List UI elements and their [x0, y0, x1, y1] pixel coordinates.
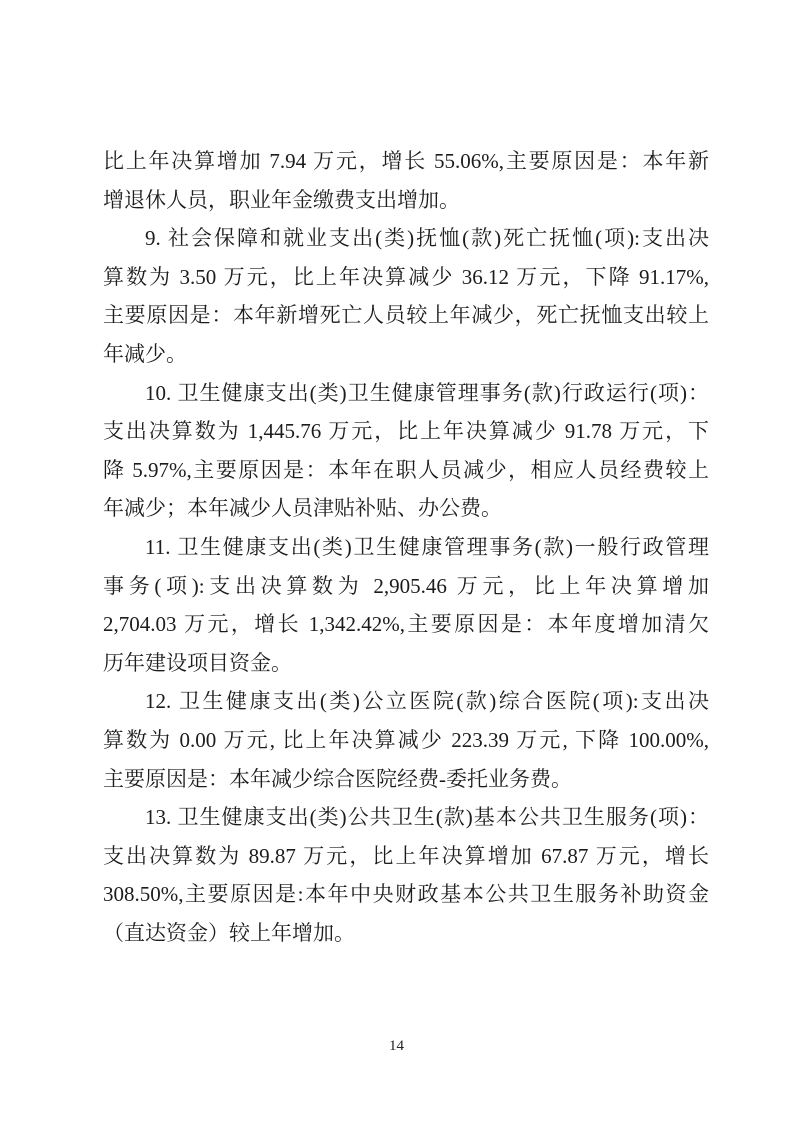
text-line: 308.50%,主要原因是:本年中央财政基本公共卫生服务补助资金 — [103, 882, 709, 907]
text-line: 支出决算数为 89.87 万元，比上年决算增加 67.87 万元，增长 — [103, 843, 709, 868]
text-line: 算数为 3.50 万元，比上年决算减少 36.12 万元，下降 91.17%, — [103, 264, 709, 289]
page-number: 14 — [389, 1038, 404, 1054]
text-line: 历年建设项目资金。 — [103, 650, 292, 675]
text-line: 事务(项):支出决算数为 2,905.46 万元，比上年决算增加 — [103, 573, 709, 598]
text-line: 增退休人员，职业年金缴费支出增加。 — [103, 187, 460, 212]
text-line: 主要原因是：本年新增死亡人员较上年减少，死亡抚恤支出较上 — [103, 303, 709, 328]
text-line: 10. 卫生健康支出(类)卫生健康管理事务(款)行政运行(项)： — [145, 380, 709, 405]
text-line: 降 5.97%,主要原因是：本年在职人员减少，相应人员经费较上 — [103, 457, 709, 482]
text-line: 算数为 0.00 万元, 比上年决算减少 223.39 万元, 下降 100.00%, — [103, 727, 709, 752]
text-line: 年减少。 — [103, 341, 187, 366]
paragraph — [103, 142, 709, 219]
text-line: 13. 卫生健康支出(类)公共卫生(款)基本公共卫生服务(项)： — [145, 805, 709, 830]
text-line: 比上年决算增加 7.94 万元，增长 55.06%,主要原因是：本年新 — [103, 149, 709, 173]
text-line: 2,704.03 万元，增长 1,342.42%,主要原因是：本年度增加清欠 — [103, 612, 709, 637]
text-line: （直达资金）较上年增加。 — [103, 920, 355, 945]
text-line: 12. 卫生健康支出(类)公立医院(款)综合医院(项):支出决 — [145, 689, 709, 714]
text-line: 支出决算数为 1,445.76 万元，比上年决算减少 91.78 万元，下 — [103, 419, 709, 444]
document-body — [103, 142, 709, 952]
text-line: 主要原因是：本年减少综合医院经费-委托业务费。 — [103, 766, 572, 791]
paragraph — [103, 682, 709, 798]
paragraph — [103, 219, 709, 373]
text-line: 9. 社会保障和就业支出(类)抚恤(款)死亡抚恤(项):支出决 — [145, 226, 709, 251]
paragraph — [103, 374, 709, 528]
text-line: 11. 卫生健康支出(类)卫生健康管理事务(款)一般行政管理 — [145, 534, 709, 559]
paragraph — [103, 798, 709, 952]
text-line: 年减少；本年减少人员津贴补贴、办公费。 — [103, 496, 502, 521]
paragraph — [103, 528, 709, 682]
